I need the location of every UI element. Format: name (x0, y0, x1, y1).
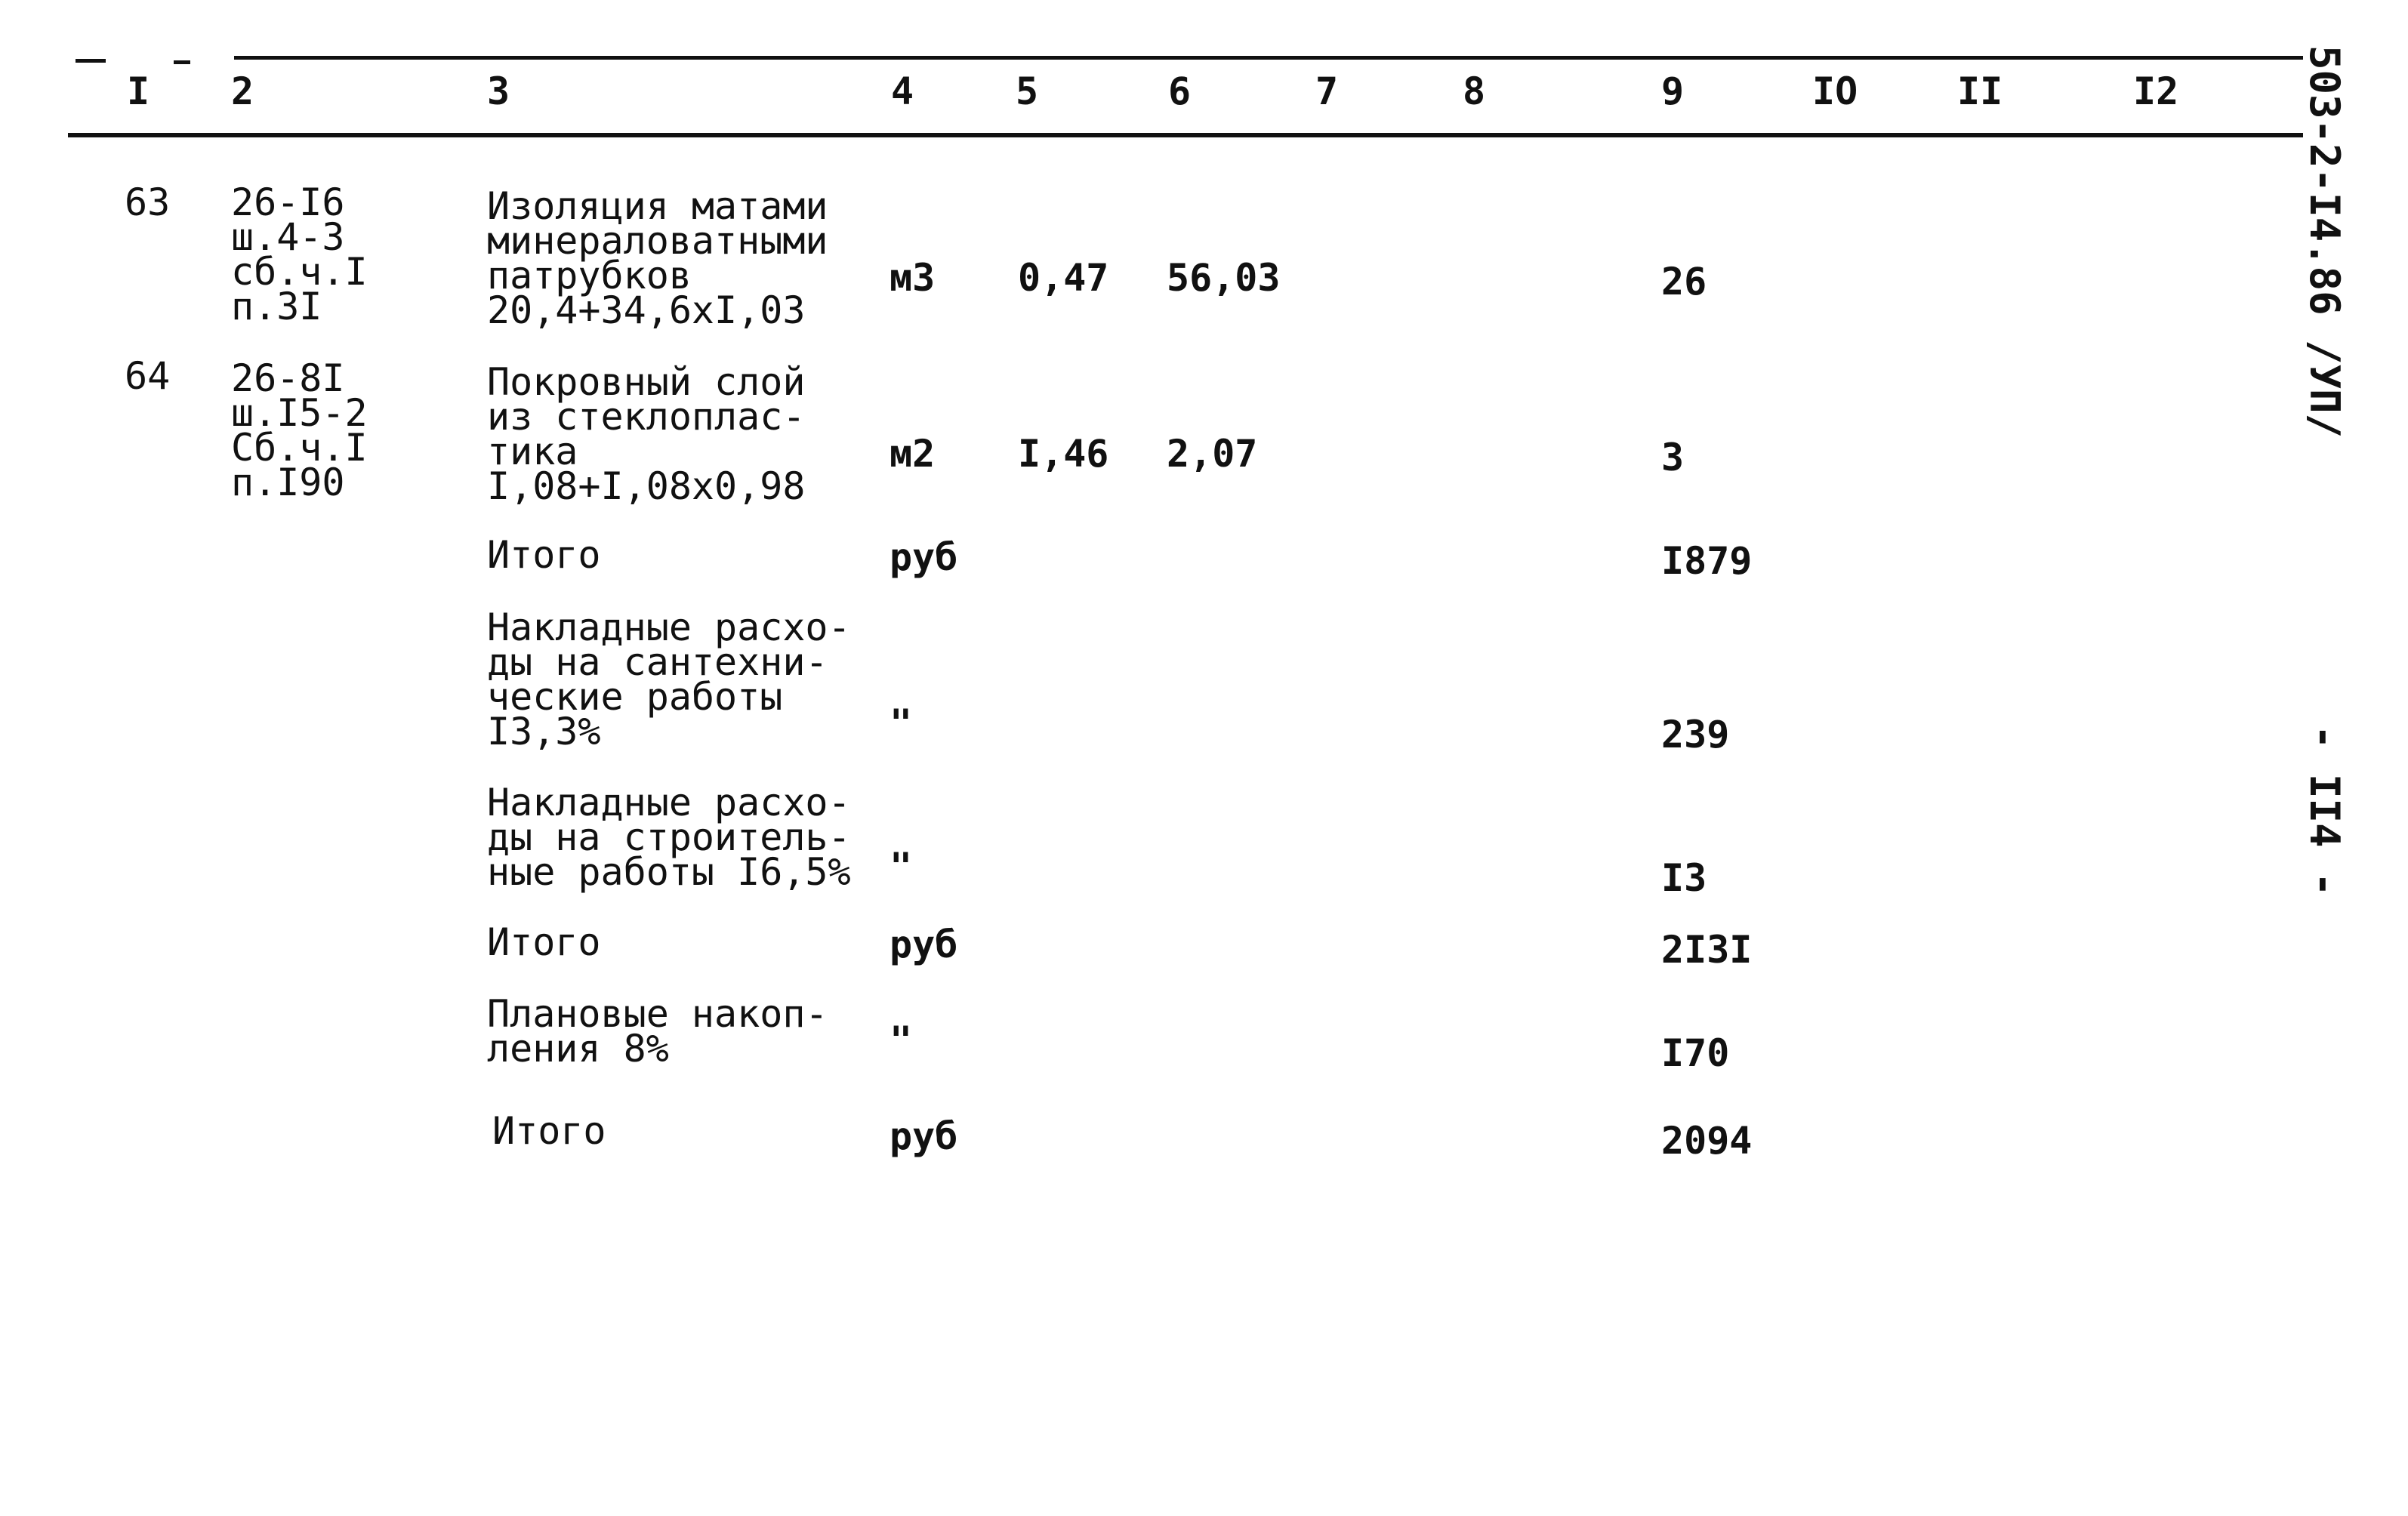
row-64-quantity: I,46 (1018, 432, 1109, 476)
subtotal-2-total: 2I3I (1661, 928, 1753, 972)
row-64-unit-price: 2,07 (1167, 432, 1258, 476)
col-header-7: 7 (1315, 69, 1339, 113)
overhead-construction-label: Накладные расхо- ды на строитель- ные работы I6,5% (487, 781, 851, 894)
header-bottom-rule (68, 133, 2303, 137)
row-63-code: 26-I6 ш.4-3 сб.ч.I п.3I (231, 180, 368, 328)
row-64-unit: м2 (890, 432, 936, 476)
row-63-number: 63 (125, 180, 171, 224)
grand-total-unit: руб (890, 1114, 958, 1158)
col-header-8: 8 (1463, 69, 1486, 113)
header-top-rule (234, 56, 2303, 60)
row-64-code: 26-8I ш.I5-2 Сб.ч.I п.I90 (231, 356, 368, 504)
col-header-10: IO (1812, 69, 1858, 113)
row-64-name: Покровный слой из стеклоплас- тика I,08+I,08х0,98 (487, 360, 806, 508)
document-code: 503-2-I4.86 /УП/ (2301, 45, 2348, 439)
col-header-4: 4 (891, 69, 914, 113)
row-63-total: 26 (1661, 260, 1707, 304)
overhead-construction-unit: " (890, 845, 913, 889)
col-header-9: 9 (1661, 69, 1685, 113)
col-header-5: 5 (1016, 69, 1039, 113)
col-header-3: 3 (487, 69, 510, 113)
overhead-construction-total: I3 (1661, 856, 1707, 900)
subtotal-2-label: Итого (487, 920, 601, 964)
subtotal-total: I879 (1661, 539, 1753, 583)
subtotal-label: Итого (487, 533, 601, 577)
col-header-2: 2 (231, 69, 254, 113)
col-header-6: 6 (1168, 69, 1192, 113)
subtotal-unit: руб (890, 535, 958, 579)
row-64-number: 64 (125, 354, 171, 398)
subtotal-2-unit: руб (890, 923, 958, 966)
planned-savings-total: I70 (1661, 1031, 1730, 1075)
page-number: - II4 - (2301, 725, 2348, 897)
overhead-plumbing-unit: " (890, 701, 913, 745)
planned-savings-unit: " (890, 1018, 913, 1062)
top-left-dash-2 (174, 60, 190, 64)
col-header-1: I (127, 69, 150, 113)
row-63-quantity: 0,47 (1018, 256, 1109, 300)
planned-savings-label: Плановые накоп- ления 8% (487, 992, 828, 1071)
col-header-11: II (1957, 69, 2003, 113)
grand-total-total: 2094 (1661, 1119, 1753, 1163)
row-63-unit: м3 (890, 256, 936, 300)
overhead-plumbing-label: Накладные расхо- ды на сантехни- ческие работы I3,3% (487, 605, 851, 753)
col-header-12: I2 (2133, 69, 2179, 113)
row-63-name: Изоляция матами минераловатными патрубков 20,4+34,6хI,03 (487, 184, 828, 332)
grand-total-label: Итого (492, 1109, 606, 1153)
row-63-unit-price: 56,03 (1167, 256, 1281, 300)
overhead-plumbing-total: 239 (1661, 713, 1730, 756)
row-64-total: 3 (1661, 436, 1685, 479)
top-left-dash-1 (76, 59, 106, 63)
